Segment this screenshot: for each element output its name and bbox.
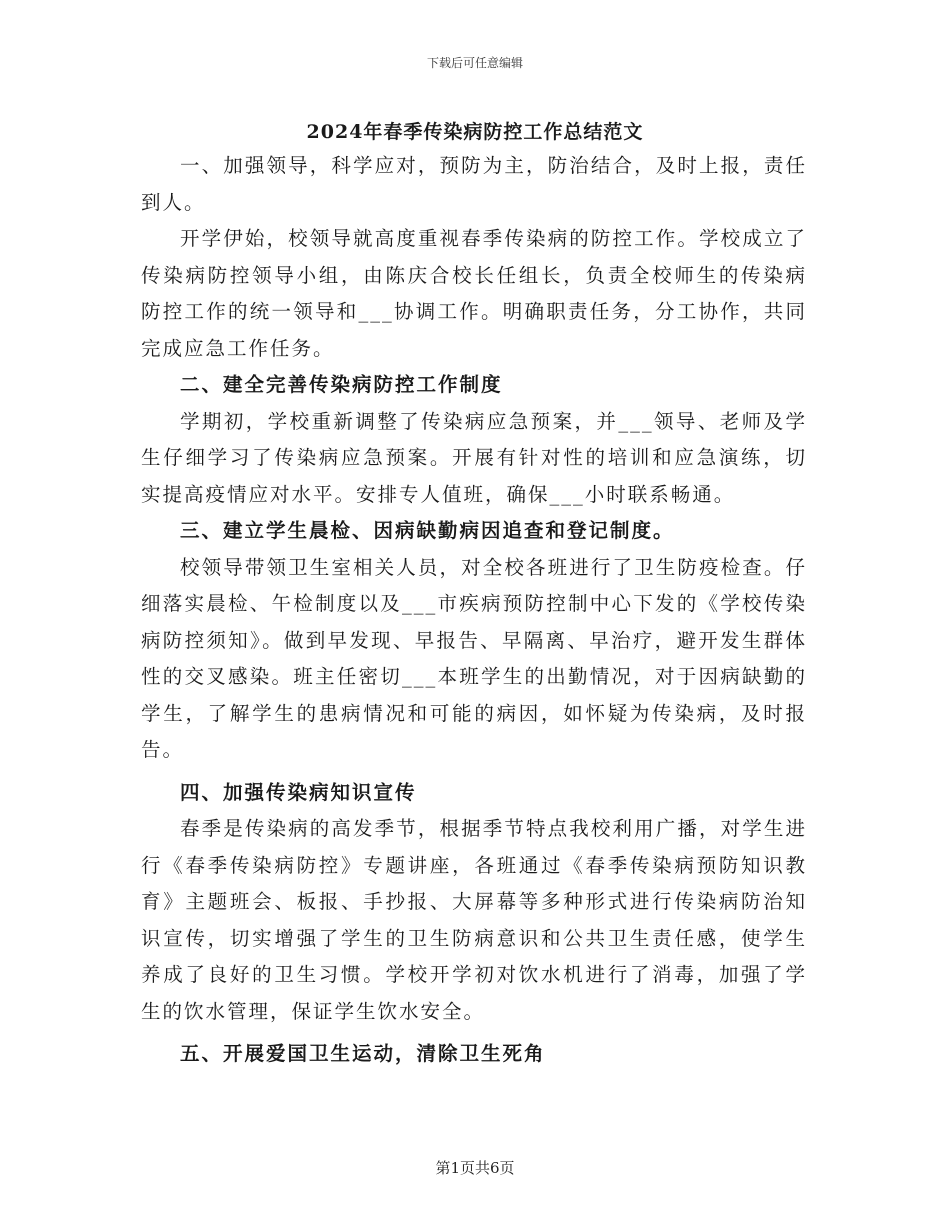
page-footer: 第1页共6页 [435, 1159, 515, 1177]
section-2-body: 学期初，学校重新调整了传染病应急预案，并___领导、老师及学生仔细学习了传染病应急预案。开展有针对性的培训和应急演练，切实提高疫情应对水平。安排专人值班，确保___小时联系畅通。 [141, 409, 807, 506]
section-4-heading: 四、加强传染病知识宣传 [180, 780, 417, 804]
section-5-heading: 五、开展爱国卫生运动，清除卫生死角 [180, 1042, 546, 1065]
document-body [141, 148, 807, 1073]
section-3-heading: 三、建立学生晨检、因病缺勤病因追查和登记制度。 [180, 519, 675, 542]
section-3-body: 校领导带领卫生室相关人员，对全校各班进行了卫生防疫检查。仔细落实晨检、午检制度以及___市疾病预防控制中心下发的《学校传染病防控须知》。做到早发现、早报告、早隔离、早治疗，避开发生群体性的交叉感染。班主任密切___本班学生的出勤情况，对于因病缺勤的学生，了解学生的患病情况和可能的病因，如怀疑为传染病，及时报告。 [141, 555, 807, 761]
section-1-body: 开学伊始，校领导就高度重视春季传染病的防控工作。学校成立了传染病防控领导小组，由陈庆合校长任组长，负责全校师生的传染病防控工作的统一领导和___协调工作。明确职责任务，分工协作，共同完成应急工作任务。 [141, 227, 807, 360]
header-note: 下载后可任意编辑 [426, 56, 523, 70]
section-1-heading: 一、加强领导，科学应对，预防为主，防治结合，及时上报，责任到人。 [141, 154, 807, 214]
document-title: 2024年春季传染病防控工作总结范文 [306, 121, 644, 143]
section-4-body: 春季是传染病的高发季节，根据季节特点我校利用广播，对学生进行《春季传染病防控》专题讲座，各班通过《春季传染病预防知识教育》主题班会、板报、手抄报、大屏幕等多种形式进行传染病防治知识宣传，切实增强了学生的卫生防病意识和公共卫生责任感，使学生养成了良好的卫生习惯。学校开学初对饮水机进行了消毒，加强了学生的饮水管理，保证学生饮水安全。 [141, 817, 807, 1023]
section-2-heading: 二、建全完善传染病防控工作制度 [180, 373, 503, 396]
